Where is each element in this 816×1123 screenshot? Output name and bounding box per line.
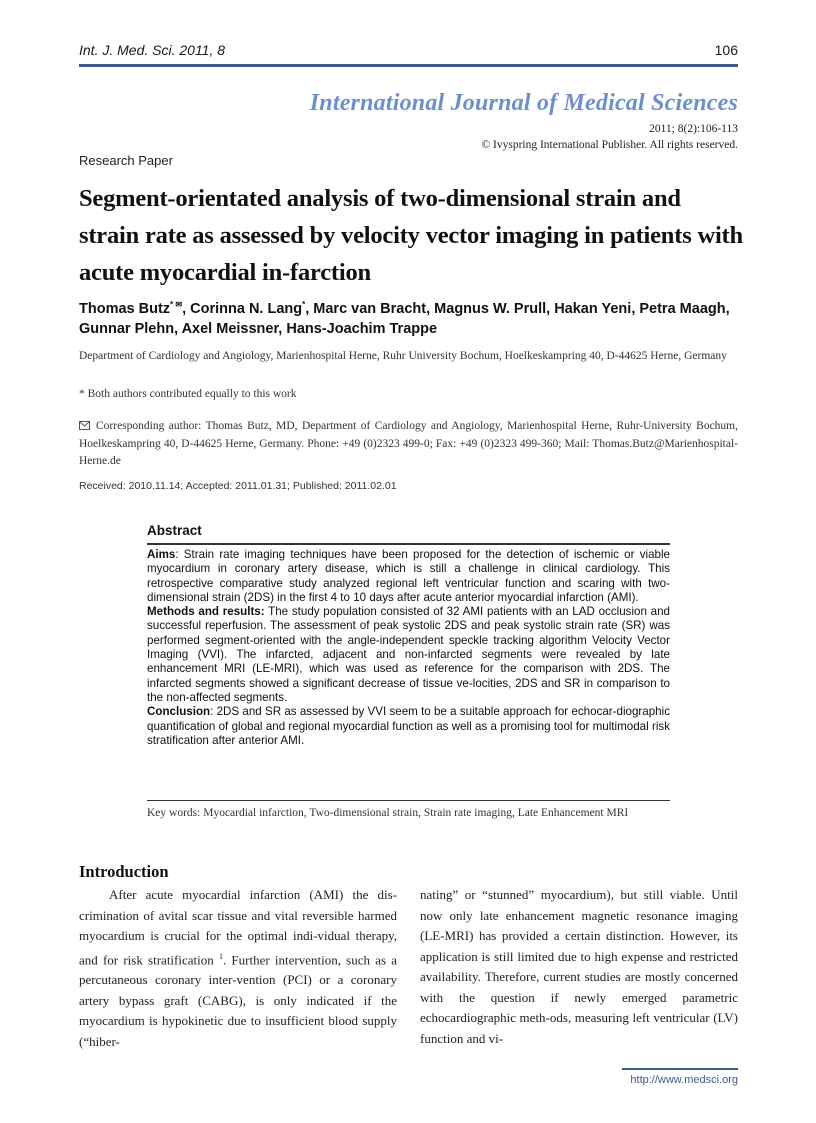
envelope-icon xyxy=(79,419,90,436)
introduction-column-right: nating” or “stunned” myocardium), but still viable. Until now only late enhancement magnetic resonance imaging (LE-MRI) has provided a certain distinction. However, its application is still limited due to high expense and restricted availability. Therefore, current studies are mostly concerned with the question if newly emerged parametric echocardiographic meth-ods, measuring left ventricular (LV) function and vi- xyxy=(420,887,738,1046)
intro-left-text: After acute myocardial infarction (AMI) the dis-crimination of avital scar tissue and vital reversible harmed myocardium is crucial for the optimal indi-vidual therapy, and for risk stratification xyxy=(79,887,397,967)
intro-left-text-cont: . Further intervention, such as a percutaneous coronary inter-vention (PCI) or a coronary artery bypass graft (CABG), is only indicated if the myocardium is hypokinetic due to insufficient blood supply (“hiber- xyxy=(79,951,397,1049)
author-second: , Corinna N. Lang xyxy=(182,300,303,317)
abstract-heading: Abstract xyxy=(147,523,202,538)
equal-contribution-note: * Both authors contributed equally to this work xyxy=(79,388,297,400)
abstract-rule-bottom xyxy=(147,800,670,801)
publication-dates: Received: 2010.11.14; Accepted: 2011.01.31; Published: 2011.02.01 xyxy=(79,480,397,492)
aims-label: Aims xyxy=(147,548,176,561)
reference-1[interactable]: 1 xyxy=(218,951,223,961)
author-first-marks: * ✉ xyxy=(170,300,183,309)
abstract-body xyxy=(147,548,670,748)
journal-title: International Journal of Medical Sciences xyxy=(309,90,738,116)
footer-url-link[interactable]: http://www.medsci.org xyxy=(630,1074,738,1086)
journal-short-name: Int. J. Med. Sci. 2011, 8 xyxy=(79,42,226,58)
author-first: Thomas Butz xyxy=(79,300,171,317)
author-second-mark: * xyxy=(302,300,306,309)
introduction-column-left xyxy=(79,885,397,1052)
footer-rule xyxy=(622,1068,738,1070)
citation: 2011; 8(2):106-113 xyxy=(649,123,738,135)
header-rule xyxy=(79,64,738,67)
author-rest: , Marc van Bracht, Magnus W. Prull, Hakan Yeni, Petra Maagh, Gunnar Plehn, Axel Meissner, Hans-Joachim Trappe xyxy=(79,300,730,337)
affiliation: Department of Cardiology and Angiology, Marienhospital Herne, Ruhr University Bochum, Hoelkeskampring 40, D-44625 Herne, Germany xyxy=(79,350,727,362)
copyright: © Ivyspring International Publisher. All rights reserved. xyxy=(481,139,738,151)
introduction-heading: Introduction xyxy=(79,862,169,881)
conclusion-label: Conclusion xyxy=(147,705,211,719)
aims-text: : Strain rate imaging techniques have been proposed for the detection of ischemic or viable myocardium in coronary artery disease, which is still a challenge in clinical cardiology. This retrospective comparative study analyzed regional left ventricular function and scaring with two-dimensional strain (2DS) in the first 4 to 10 days after acute anterior myocardial infarction (AMI). xyxy=(147,548,670,604)
corresponding-author xyxy=(79,418,738,470)
methods-text: The study population consisted of 32 AMI patients with an LAD occlusion and successful reperfusion. The assessment of peak systolic 2DS and peak systolic strain rate (SR) was performed segment-oriented with the angle-independent speckle tracking algorithm Velocity Vector Imaging (VVI). The infarcted, adjacent and non-infarcted segments were revealed by late enhancement MRI (LE-MRI), which was used as reference for the comparison with 2DS. The infarcted segments showed a significant decrease of tissue ve-locities, 2DS and SR in comparison to the non-affected segments. xyxy=(147,605,670,704)
abstract-conclusion xyxy=(147,705,670,748)
conclusion-text: : 2DS and SR as assessed by VVI seem to be a suitable approach for echocar-diographic quantification of global and regional myocardial function as well as a promising tool for multimodal risk stratification after anterior AMI. xyxy=(147,705,670,747)
running-header xyxy=(79,42,738,62)
keywords: Key words: Myocardial infarction, Two-dimensional strain, Strain rate imaging, Late Enhancement MRI xyxy=(147,807,629,819)
article-title: Segment-orientated analysis of two-dimensional strain and strain rate as assessed by velocity vector imaging in patients with acute myocardial in-farction xyxy=(79,185,743,286)
methods-label: Methods and results: xyxy=(147,605,265,619)
abstract-aims xyxy=(147,548,670,605)
paper-type: Research Paper xyxy=(79,153,173,168)
page-number: 106 xyxy=(714,42,738,58)
abstract-rule-top xyxy=(147,543,670,545)
abstract-methods xyxy=(147,605,670,705)
corresponding-text: Corresponding author: Thomas Butz, MD, Department of Cardiology and Angiology, Marienhospital Herne, Ruhr-University Bochum, Hoelkeskampring 40, D-44625 Herne, Germany. Phone: +49 (0)2323 499-0; Fax: +49 (0)2323 499-360; Mail: Thomas.Butz@Marienhospital-Herne.de xyxy=(79,420,738,467)
author-list xyxy=(79,295,744,339)
